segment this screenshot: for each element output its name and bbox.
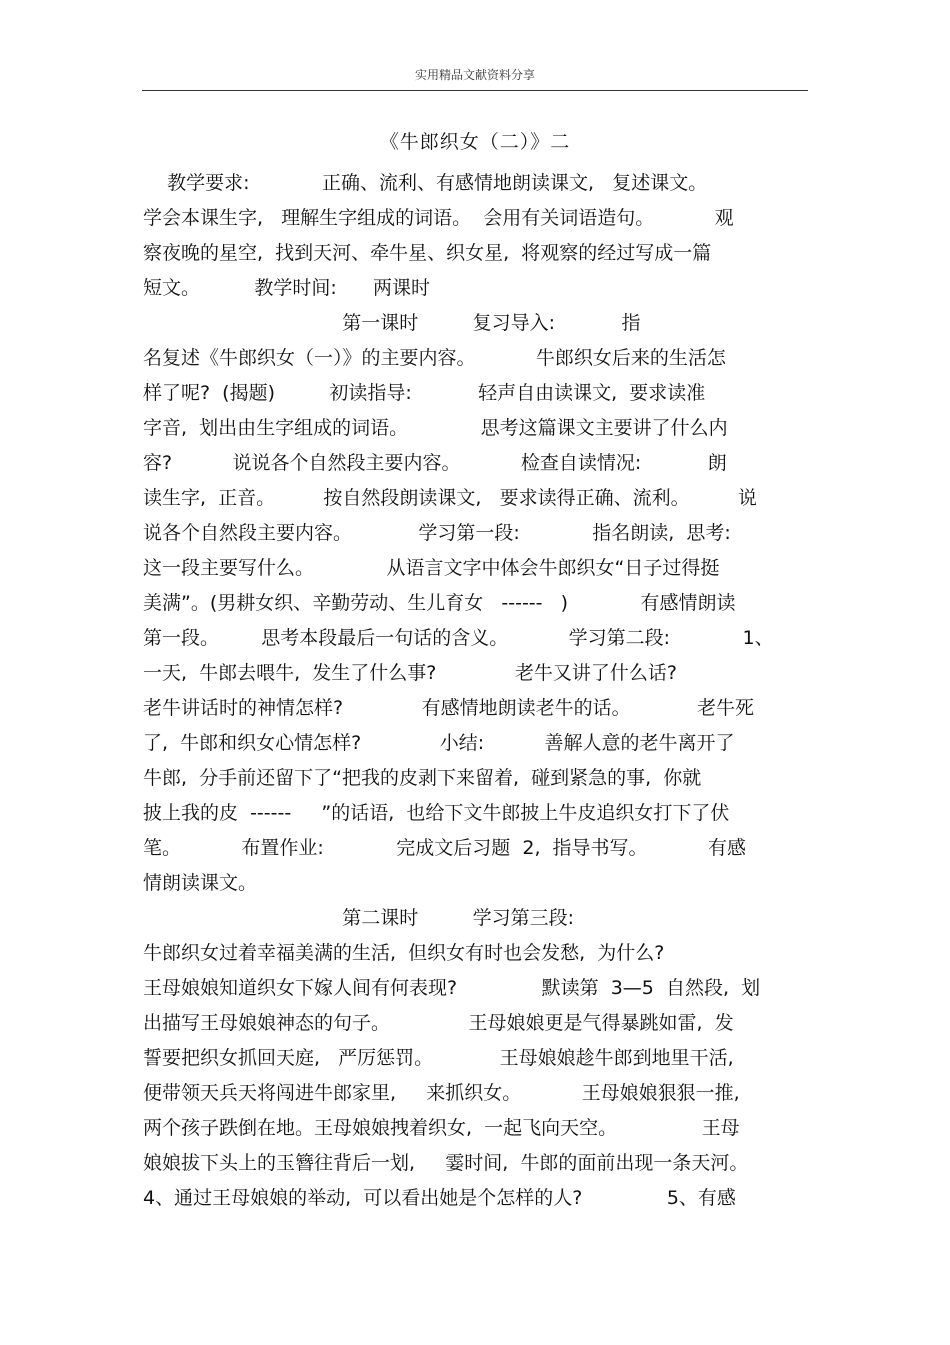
body-line: 第一课时 复习导入: 指 <box>143 312 641 334</box>
body-line: 第二课时 学习第三段: <box>143 907 575 929</box>
body-line: 样了呢? (揭题) 初读指导: 轻声自由读课文, 要求读准 <box>143 382 706 404</box>
body-line: 牛郎织女过着幸福美满的生活, 但织女有时也会发愁, 为什么? <box>143 942 665 964</box>
body-line: 一天, 牛郎去喂牛, 发生了什么事? 老牛又讲了什么话? <box>143 662 677 684</box>
body-line: 学会本课生字, 理解生字组成的词语。 会用有关词语造句。 观 <box>143 207 734 229</box>
body-line: 字音, 划出由生字组成的词语。 思考这篇课文主要讲了什么内 <box>143 417 728 439</box>
body-line: 两个孩子跌倒在地。王母娘娘拽着织女, 一起飞向天空。 王母 <box>143 1117 740 1139</box>
document-title: 《牛郎织女（二）》二 <box>379 131 571 153</box>
body-line: 誓要把织女抓回天庭, 严厉惩罚。 王母娘娘趁牛郎到地里干活, <box>143 1047 734 1069</box>
body-line: 情朗读课文。 <box>143 872 258 894</box>
body-line: 了, 牛郎和织女心情怎样? 小结: 善解人意的老牛离开了 <box>143 732 735 754</box>
body-line: 美满”。(男耕女织、辛勤劳动、生儿育女 ------ ) 有感情朗读 <box>143 592 736 614</box>
body-line: 便带领天兵天将闯进牛郎家里, 来抓织女。 王母娘娘狠狠一推, <box>143 1082 740 1104</box>
body-line: 容? 说说各个自然段主要内容。 检查自读情况: 朗 <box>143 452 727 474</box>
running-header: 实用精品文献资料分享 <box>414 68 535 82</box>
body-line: 短文。 教学时间: 两课时 <box>143 277 430 299</box>
body-line: 牛郎, 分手前还留下了“把我的皮剥下来留着, 碰到紧急的事, 你就 <box>143 767 702 789</box>
body-line: 娘娘拔下头上的玉簪往背后一划, 霎时间, 牛郎的面前出现一条天河。 <box>143 1152 749 1174</box>
body-line: 第一段。 思考本段最后一句话的含义。 学习第二段: 1、 <box>143 627 774 649</box>
body-line: 披上我的皮 ------ ”的话语, 也给下文牛郎披上牛皮追织女打下了伏 <box>143 802 730 824</box>
body-line: 老牛讲话时的神情怎样? 有感情地朗读老牛的话。 老牛死 <box>143 697 755 719</box>
body-line: 读生字, 正音。 按自然段朗读课文, 要求读得正确、流利。 说 <box>143 487 757 509</box>
body-line: 王母娘娘知道织女下嫁人间有何表现? 默读第 3—5 自然段, 划 <box>143 977 761 999</box>
body-line: 笔。 布置作业: 完成文后习题 2, 指导书写。 有感 <box>143 837 746 859</box>
body-line: 这一段主要写什么。 从语言文字中体会牛郎织女“日子过得挺 <box>143 557 720 579</box>
header-divider <box>142 90 808 91</box>
body-line: 4、通过王母娘娘的举动, 可以看出她是个怎样的人? 5、有感 <box>143 1187 736 1209</box>
body-line: 出描写王母娘娘神态的句子。 王母娘娘更是气得暴跳如雷, 发 <box>143 1012 734 1034</box>
body-line: 说各个自然段主要内容。 学习第一段: 指名朗读, 思考: <box>143 522 731 544</box>
body-line: 名复述《牛郎织女（一）》的主要内容。 牛郎织女后来的生活怎 <box>143 347 726 369</box>
body-line: 教学要求: 正确、流利、有感情地朗读课文, 复述课文。 <box>143 172 708 194</box>
body-line: 察夜晚的星空, 找到天河、牵牛星、织女星, 将观察的经过写成一篇 <box>143 242 712 264</box>
